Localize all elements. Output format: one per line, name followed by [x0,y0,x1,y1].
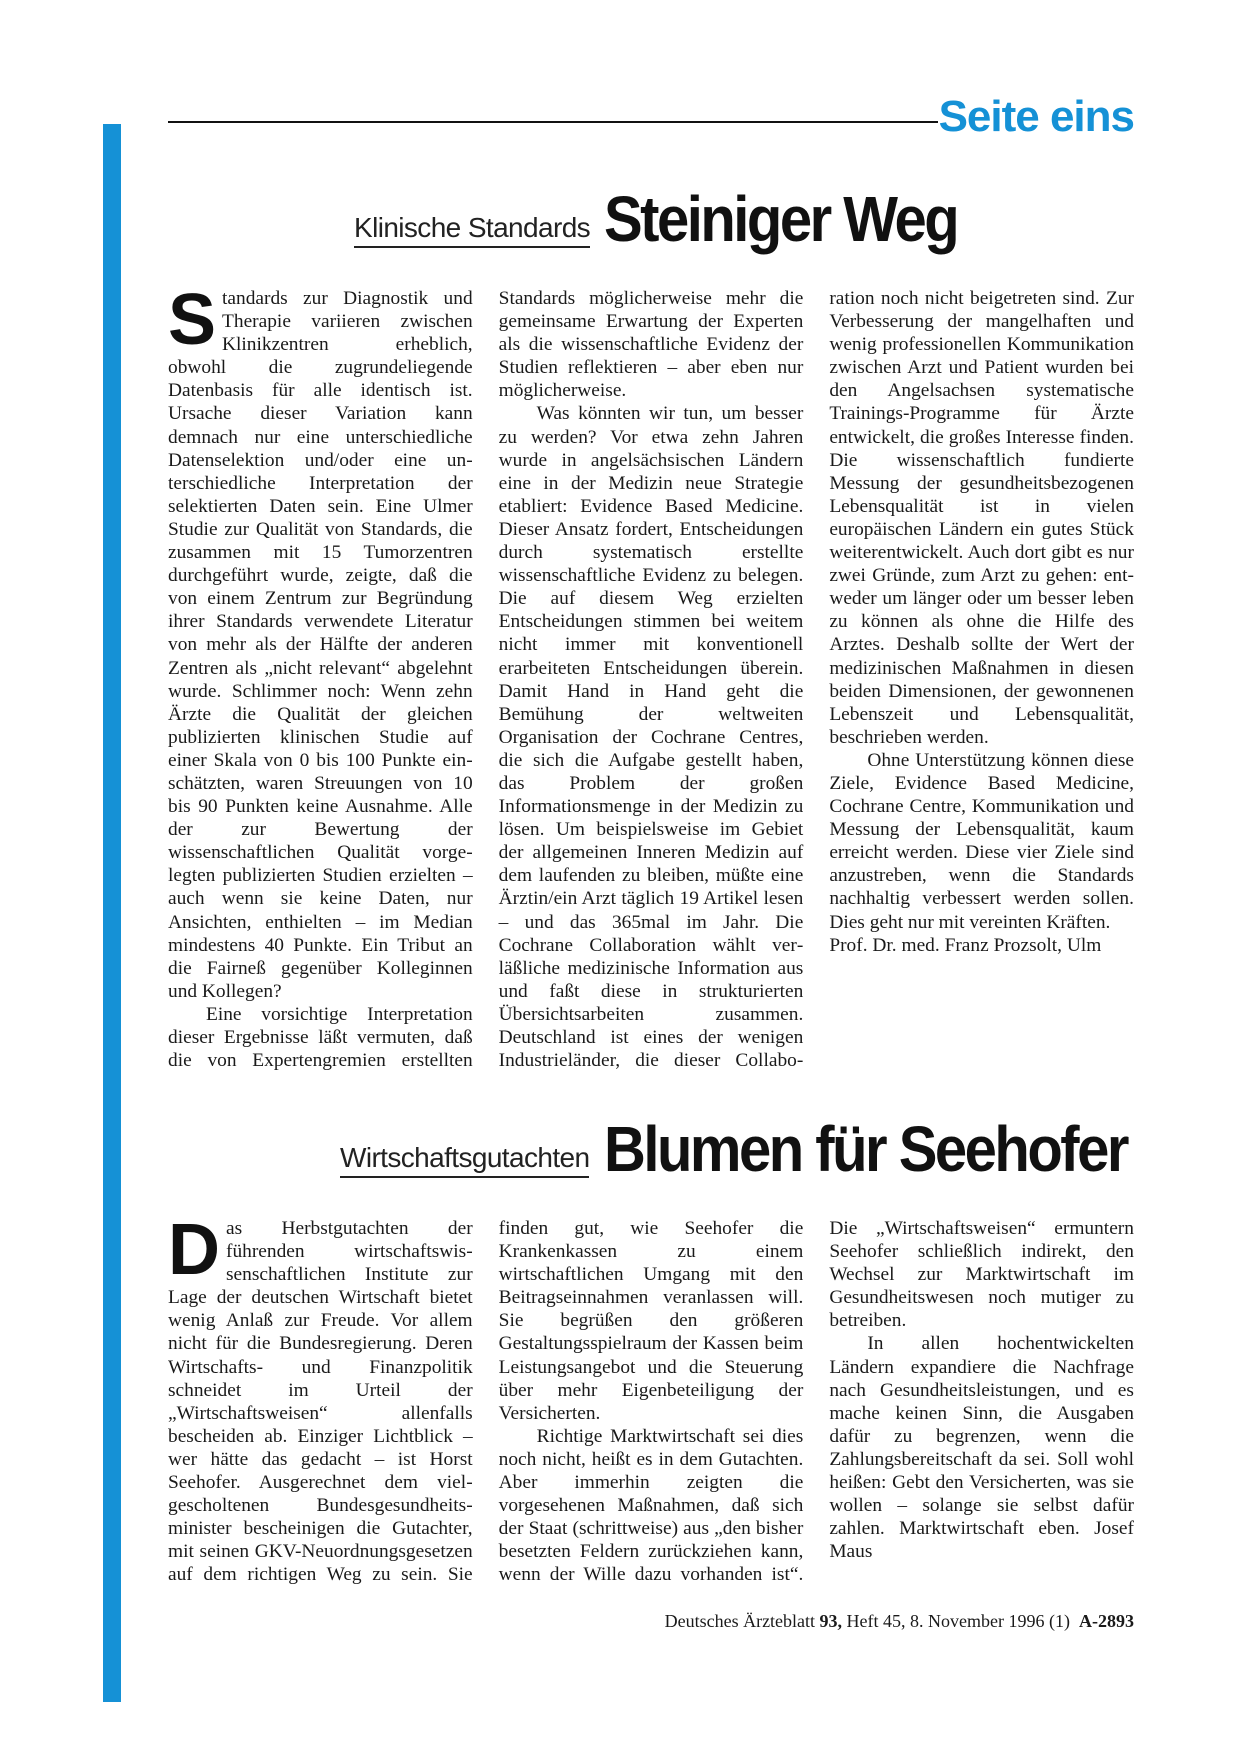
article-author: Prof. Dr. med. Franz Prozsolt, Ulm [829,934,1102,956]
article-paragraph: In allen hochentwickelten Ländern expandiere die Nachfrage nach Gesundheitsleistungen, und es mache keinen Sinn, die Ausgaben dafür zu begrenzen, wenn die Zahlungsbereitschaft da sei. Soll wohl heißen: Gebt den Versicherten, was sie wollen – solange sie selbst dafür zahlen. Marktwirtschaft eben. Josef Maus [829,1333,1134,1563]
page-footer [665,1611,1134,1632]
headline-row [168,1110,1134,1190]
journal-name: Deutsches Ärzteblatt [664,1611,816,1631]
article-paragraph: Das Herbstgutachten der führenden wirtschaftswissenschaftlichen Institute zur Lage der deutschen Wirtschaft bietet wenig Anlaß zur Freude. Vor allem nicht für die Bundesregierung. Deren Wirtschafts- und Finanzpolitik schneidet im Urteil der „Wirtschaftsweisen“ allenfalls bescheiden ab. Einziger Lichtblick – wer hätte das gedacht – ist Horst Seehofer. Ausgerechnet dem vielgescholtenen Bundesgesundheitsminister bescheinigen die Gutachter, mit seinen GKV-Neuordnungsgesetzen auf dem richtigen Weg zu sein. Sie finden gut, wie Seehofer die Krankenkassen zu einem wirtschaftlichen Umgang mit den Beitragseinnahmen veranlassen will. Sie begrüßen den größeren Gestaltungsspielraum der Kassen beim Leistungsangebot und die Steuerung über mehr Eigenbeteiligung der Versicherten. [168,1210,804,1586]
article-paragraph: Was könnten wir tun, um besser zu werden? Vor etwa zehn Jahren wurde in angelsächsischen Ländern eine in der Medizin neue Strategie etabliert: Evidence Based Medicine. Dieser Ansatz fordert, Entscheidungen durch systematisch erstellte wissenschaftliche Evidenz zu belegen. Die auf diesem Weg erzielten Entscheidungen stimmen bei weitem nicht immer mit konventionell erarbeiteten Entscheidungen überein. Damit Hand in Hand geht die Bemühung der weltweiten Organisation der Cochrane Centres, die sich die Aufgabe gestellt haben, das Problem der großen Informationsmenge in der Medizin zu lösen. Um beispielsweise im Gebiet der allgemeinen Inneren Medizin auf dem laufenden zu bleiben, müßte eine Ärztin/ein Arzt täglich 19 Artikel lesen – und das 365mal im Jahr. Die Cochrane Collaboration wählt verläßliche medizinische Information aus und faßt diese in strukturierten Übersichtsarbeiten zusammen. Deutschland ist eines der wenigen Industrieländer, die dieser Collaboration noch nicht beigetreten sind. Zur Verbesserung der mangelhaften und wenig professionellen Kommunikation zwischen Arzt und Patient wurden bei den Angelsachsen systematische Trainings-Programme für Ärzte entwickelt, die großes Interesse finden. Die wissenschaftlich fundierte Messung der gesundheitsbezogenen Lebensqualität ist in vielen europäischen Ländern ein gutes Stück weiterentwickelt. Auch dort gibt es nur zwei Gründe, zum Arzt zu gehen: entweder um länger oder um besser leben zu können als ohne die Hilfe des Arztes. Deshalb sollte der Wert der medizinischen Maßnahmen in diesen beiden Dimensionen, der gewonnenen Lebenszeit und Lebensqualität, beschrieben werden. [498,288,1134,1072]
article-blumen-fuer-seehofer [168,1110,1134,1610]
article-kicker: Wirtschaftsgutachten [340,1144,589,1178]
article-headline: Steiniger Weg [604,183,958,256]
article-paragraph: Ohne Unterstützung können diese Ziele, Evidence Based Medicine, Cochrane Centre, Kommunikation und Messung der Lebensqualität, kaum erreicht werden. Diese vier Ziele sind anzustreben, wenn die Standards nachhaltig verbessert werden sollen. Dies geht nur mit vereinten Kräften. [829,749,1134,933]
journal-volume: 93, [819,1611,843,1631]
article-author: Josef Maus [829,1518,1134,1563]
page-number: A-2893 [1079,1611,1134,1631]
article-paragraph: Standards zur Diagnostik und Therapie variieren zwischen Klinikzentren erheblich, obwohl die zugrundeliegende Datenbasis für alle identisch ist. Ursache dieser Variation kann demnach nur eine unterschiedliche Datenselektion und/oder eine unterschiedliche Interpretation der selektierten Daten sein. Eine Ulmer Studie zur Qualität von Standards, die zusammen mit 15 Tumorzentren durchgeführt wurde, zeigte, daß die von einem Zentrum zur Begründung ihrer Standards verwendete Literatur von mehr als der Hälfte der anderen Zentren als „nicht relevant“ abgelehnt wurde. Schlimmer noch: Wenn zehn Ärzte die Qualität der gleichen publizierten klinischen Studie auf einer Skala von 0 bis 100 Punkte einschätzten, waren Streuungen von 10 bis 90 Punkten keine Ausnahme. Alle der zur Bewertung der wissenschaftlichen Qualität vorgelegten publizierten Studien erzielten – auch wenn sie keine Daten, nur Ansichten, enthielten – im Median mindestens 40 Punkte. Ein Tribut an die Fairneß gegenüber Kolleginnen und Kollegen? [168,280,473,1002]
header-rule [168,121,938,123]
article-body [168,1210,1134,1589]
drop-cap: S [168,280,217,360]
article-headline: Blumen für Seehofer [604,1113,1127,1186]
article-paragraph: Eine vorsichtige Interpretation dieser Ergebnisse läßt vermuten, daß die von Expertengremien erstellten Standards möglicherweise mehr die gemeinsame Erwartung der Experten als die wissenschaftliche Evidenz der Studien reflektieren – aber eben nur möglicherweise. [168,288,804,1072]
headline-row [168,180,1134,260]
journal-issue: Heft 45, 8. November 1996 (1) [846,1611,1070,1631]
blue-sidebar-bar [103,124,121,1702]
article-kicker: Klinische Standards [354,214,590,248]
section-label: Seite eins [938,92,1134,141]
drop-cap: D [168,1210,220,1290]
article-body [168,280,1134,1073]
article-steiniger-weg [168,180,1134,1080]
article-paragraph: Richtige Marktwirtschaft sei dies noch nicht, heißt es in dem Gutachten. Aber immerhin zeigten die vorgesehenen Maßnahmen, daß sich der Staat (schrittweise) aus „den bisher besetzten Feldern zurückziehen kann, wenn der Wille dazu vorhanden ist“. Die „Wirtschaftsweisen“ ermuntern Seehofer schließlich indirekt, den Wechsel zur Marktwirtschaft im Gesundheitswesen noch mutiger zu betreiben. [498,1218,1134,1586]
